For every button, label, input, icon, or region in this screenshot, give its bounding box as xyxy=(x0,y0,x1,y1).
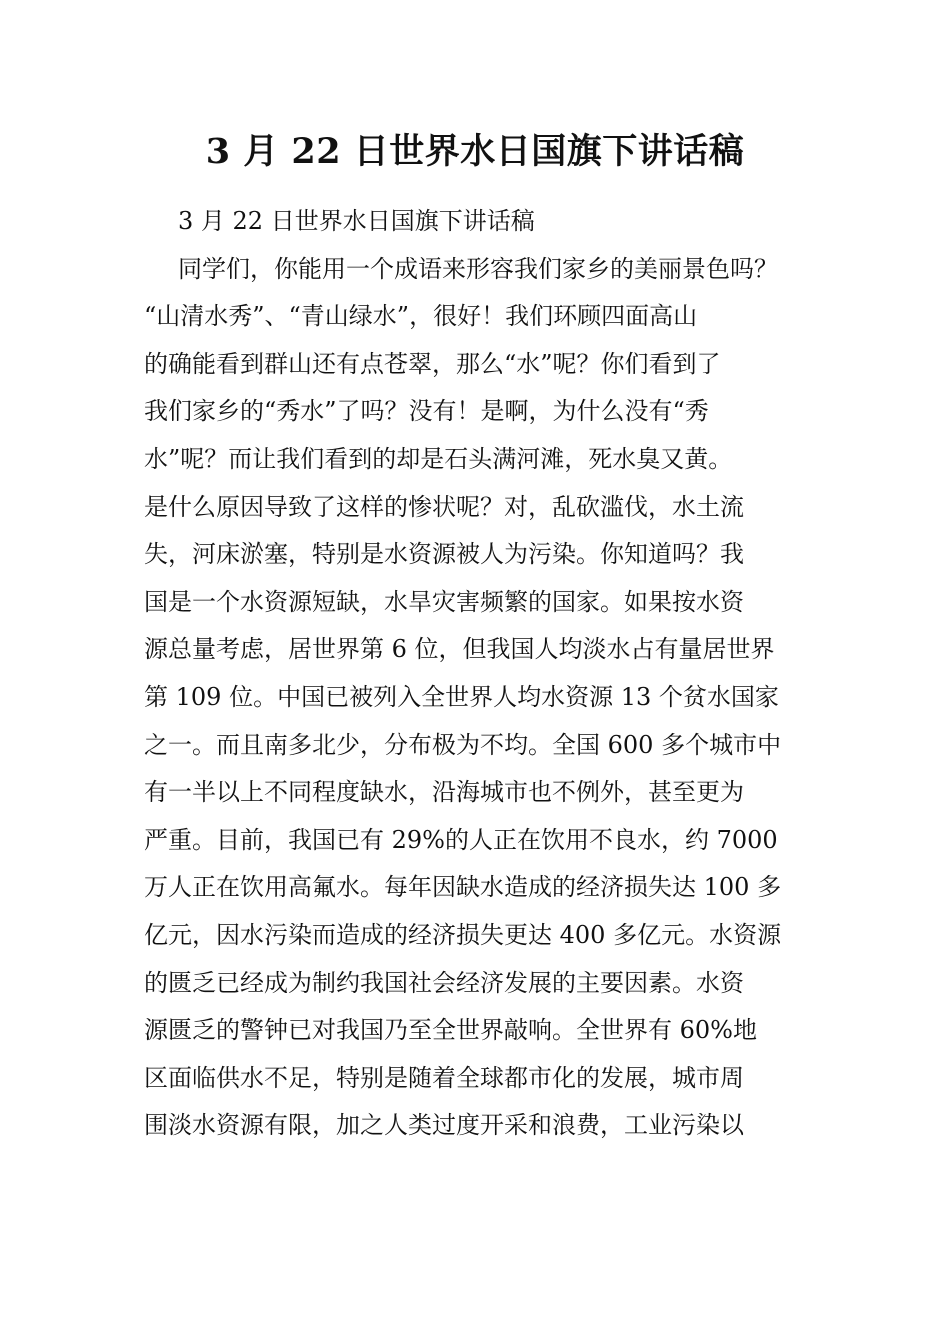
paragraph-line: 的确能看到群山还有点苍翠，那么“水”呢？你们看到了 xyxy=(144,349,721,378)
paragraph-line: 我们家乡的“秀水”了吗？没有！是啊，为什么没有“秀 xyxy=(144,397,709,426)
paragraph-line: 国是一个水资源短缺，水旱灾害频繁的国家。如果按水资 xyxy=(144,587,744,616)
paragraph-line: 同学们，你能用一个成语来形容我们家乡的美丽景色吗？ xyxy=(178,254,778,283)
paragraph-line: 之一。而且南多北少，分布极为不均。全国 600 多个城市中 xyxy=(144,730,782,759)
subtitle-line: 3 月 22 日世界水日国旗下讲话稿 xyxy=(178,207,535,235)
paragraph-line: 亿元，因水污染而造成的经济损失更达 400 多亿元。水资源 xyxy=(144,920,782,949)
document-title: 3 月 22 日世界水日国旗下讲话稿 xyxy=(205,131,745,172)
paragraph-line: 水”呢？而让我们看到的却是石头满河滩，死水臭又黄。 xyxy=(144,444,733,473)
paragraph-line: 严重。目前，我国已有 29%的人正在饮用不良水，约 7000 xyxy=(144,825,778,854)
paragraph-line: 围淡水资源有限，加之人类过度开采和浪费，工业污染以 xyxy=(144,1111,744,1140)
paragraph-line: 区面临供水不足，特别是随着全球都市化的发展，城市周 xyxy=(144,1063,744,1092)
document-body xyxy=(144,198,829,1150)
paragraph-line: 源匮乏的警钟已对我国乃至全世界敲响。全世界有 60%地 xyxy=(144,1016,757,1045)
paragraph-line: 失，河床淤塞，特别是水资源被人为污染。你知道吗？我 xyxy=(144,540,744,569)
paragraph-line: 第 109 位。中国已被列入全世界人均水资源 13 个贫水国家 xyxy=(144,682,779,711)
paragraph-line: “山清水秀”、“青山绿水”，很好！我们环顾四面高山 xyxy=(144,302,698,331)
paragraph-line: 是什么原因导致了这样的惨状呢？对，乱砍滥伐，水土流 xyxy=(144,492,744,521)
paragraph-line: 万人正在饮用高氟水。每年因缺水造成的经济损失达 100 多 xyxy=(144,873,782,902)
paragraph-line: 源总量考虑，居世界第 6 位，但我国人均淡水占有量居世界 xyxy=(144,635,775,664)
paragraph-line: 有一半以上不同程度缺水，沿海城市也不例外，甚至更为 xyxy=(144,778,744,807)
paragraph-line: 的匮乏已经成为制约我国社会经济发展的主要因素。水资 xyxy=(144,968,744,997)
